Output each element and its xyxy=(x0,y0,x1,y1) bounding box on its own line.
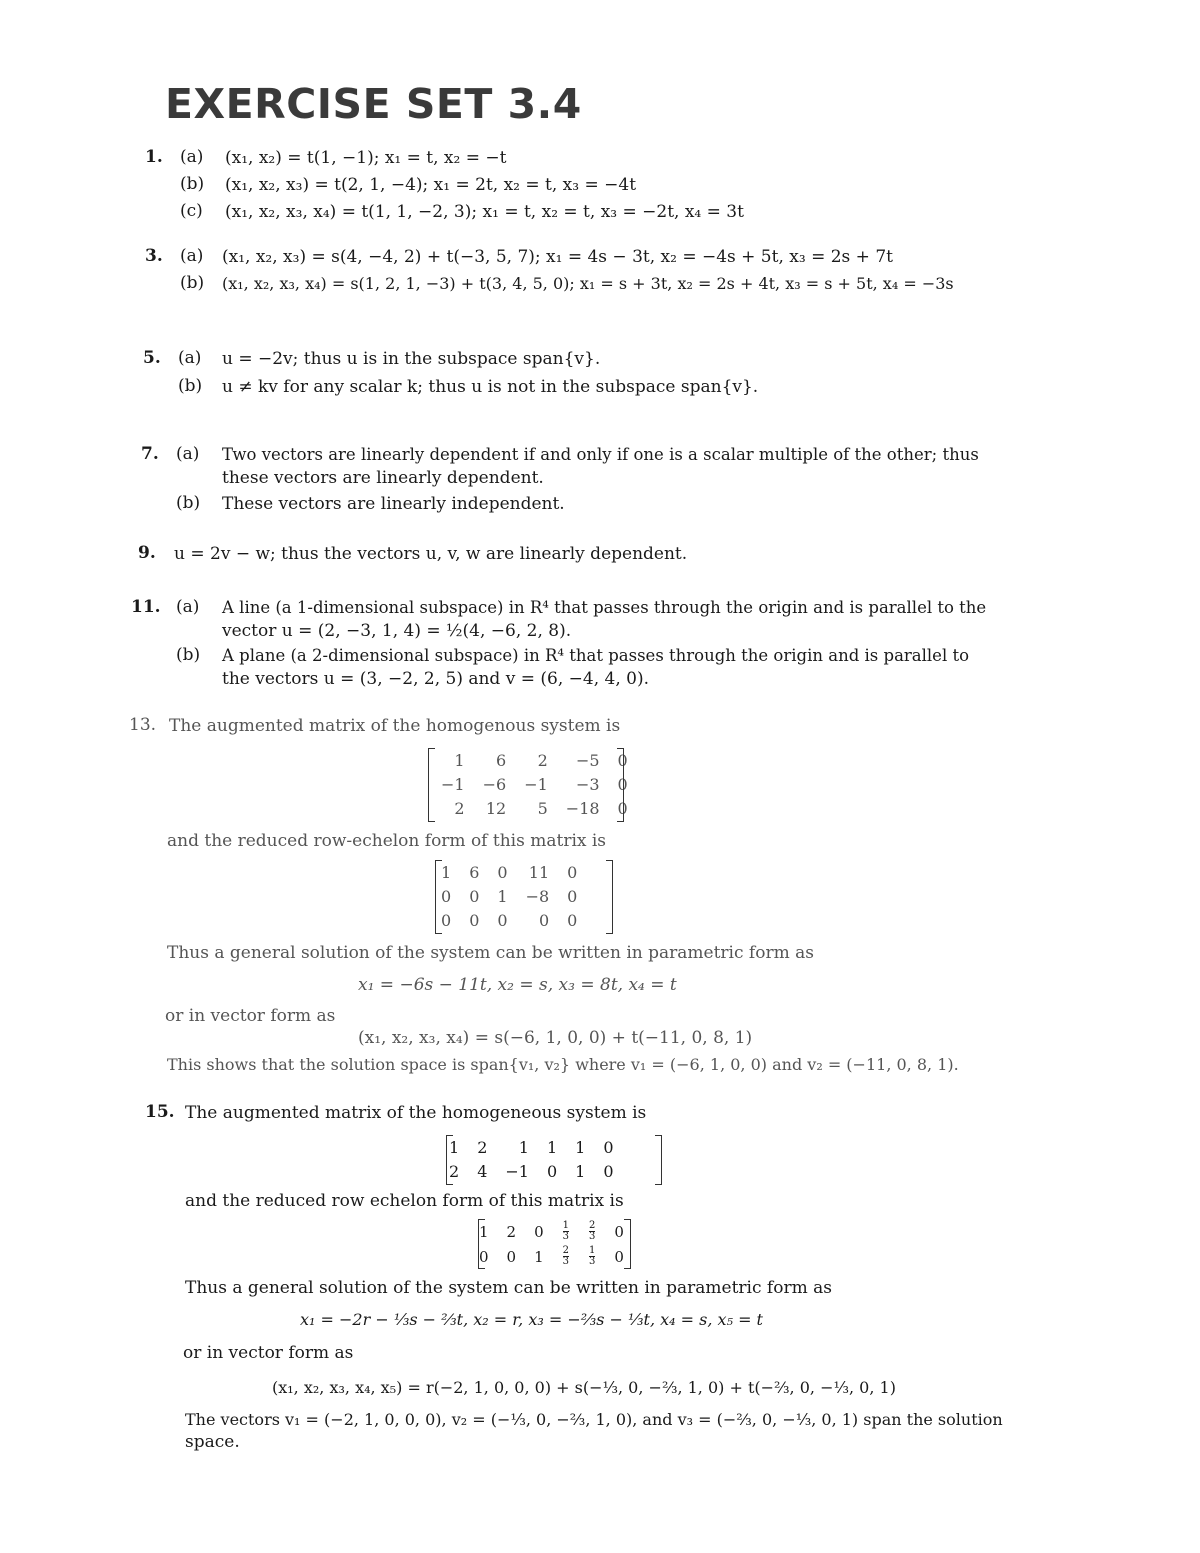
exercise-15-param: x₁ = −2r − ⅓s − ⅔t, x₂ = r, x₃ = −⅔s − ⅓t, x₄ = s, x₅ = t xyxy=(300,1310,763,1329)
matrix-cell: 0 xyxy=(546,1161,558,1181)
exercise-5a-text: u = −2v; thus u is in the subspace span{v}. xyxy=(222,349,601,369)
matrix-cell: 11 xyxy=(528,862,550,882)
exercise-7-number: 7. xyxy=(141,444,159,464)
matrix-cell: 2 xyxy=(477,1137,488,1157)
exercise-15-vector: (x₁, x₂, x₃, x₄, x₅) = r(−2, 1, 0, 0, 0) + s(−⅓, 0, −⅔, 1, 0) + t(−⅔, 0, −⅓, 0, 1) xyxy=(272,1378,896,1397)
matrix-cell: 2 xyxy=(537,750,548,770)
matrix-table xyxy=(470,1219,633,1269)
matrix-cell: 4 xyxy=(477,1161,488,1181)
matrix-table xyxy=(432,860,586,932)
exercise-5b-label: (b) xyxy=(178,376,203,396)
matrix-cell: 5 xyxy=(537,798,548,818)
matrix-cell: 2 xyxy=(449,1161,460,1181)
matrix-row xyxy=(432,884,586,908)
exercise-5b-text: u ≠ kv for any scalar k; thus u is not in the subspace span{v}. xyxy=(222,377,759,397)
matrix-cell: 0 xyxy=(614,1222,624,1241)
exercise-5a-label: (a) xyxy=(178,348,202,368)
exercise-15-conclusion-line2: space. xyxy=(185,1432,240,1452)
exercise-7b-text: These vectors are linearly independent. xyxy=(222,494,565,514)
exercise-13-vector-intro: or in vector form as xyxy=(165,1006,336,1026)
matrix-cell: 1 xyxy=(454,750,465,770)
exercise-13-number: 13. xyxy=(129,715,157,735)
matrix-row xyxy=(470,1244,633,1269)
matrix-cell: 1 xyxy=(479,1222,489,1241)
matrix-cell: 0 xyxy=(603,1161,614,1181)
matrix-cell: −3 xyxy=(575,774,600,794)
matrix-row xyxy=(432,772,637,796)
exercise-15-conclusion-line1: The vectors v₁ = (−2, 1, 0, 0, 0), v₂ = (−⅓, 0, −⅔, 1, 0), and v₃ = (−⅔, 0, −⅓, 0, 1) span the solution xyxy=(185,1410,1003,1429)
matrix-cell: 0 xyxy=(441,886,452,906)
matrix-cell: −6 xyxy=(482,774,507,794)
exercise-1b-label: (b) xyxy=(180,174,205,194)
exercise-1-number: 1. xyxy=(145,147,163,167)
exercise-5-number: 5. xyxy=(143,348,161,368)
exercise-11-number: 11. xyxy=(131,597,161,617)
matrix-cell: 12 xyxy=(485,798,507,818)
exercise-11b-label: (b) xyxy=(176,645,201,665)
matrix-cell: −1 xyxy=(441,774,465,794)
exercise-9-text: u = 2v − w; thus the vectors u, v, w are linearly dependent. xyxy=(174,544,688,564)
exercise-13-param-intro: Thus a general solution of the system can be written in parametric form as xyxy=(167,943,814,963)
matrix-cell: 0 xyxy=(534,1222,544,1241)
matrix-cell: 0 xyxy=(603,1137,614,1157)
matrix-cell: 2 xyxy=(454,798,465,818)
exercise-13-rref-intro: and the reduced row-echelon form of this matrix is xyxy=(167,831,607,851)
matrix-row xyxy=(440,1159,623,1183)
matrix-row xyxy=(470,1219,633,1244)
exercise-11a-line1: A line (a 1-dimensional subspace) in R⁴ that passes through the origin and is parallel to the xyxy=(222,598,987,617)
exercise-15-number: 15. xyxy=(145,1102,175,1122)
matrix-cell: 1 xyxy=(575,1137,586,1157)
exercise-11a-label: (a) xyxy=(176,597,200,617)
exercise-15-param-intro: Thus a general solution of the system can be written in parametric form as xyxy=(185,1278,832,1298)
matrix-row xyxy=(432,796,637,820)
matrix-cell: 0 xyxy=(441,910,452,930)
matrix-cell: 6 xyxy=(469,862,480,882)
matrix-cell: 0 xyxy=(617,798,628,818)
exercise-13-param: x₁ = −6s − 11t, x₂ = s, x₃ = 8t, x₄ = t xyxy=(358,975,677,995)
matrix-row xyxy=(432,860,586,884)
exercise-3b-text: (x₁, x₂, x₃, x₄) = s(1, 2, 1, −3) + t(3, 4, 5, 0); x₁ = s + 3t, x₂ = 2s + 4t, x₃ = s + 5t, x₄ = −3s xyxy=(222,274,954,293)
matrix-cell: 0 xyxy=(617,774,628,794)
matrix-cell: 1 xyxy=(534,1247,544,1266)
matrix-cell: 1 xyxy=(441,862,452,882)
exercise-15-intro: The augmented matrix of the homogeneous system is xyxy=(185,1103,647,1123)
matrix-cell: −1 xyxy=(524,774,548,794)
exercise-11b-line2: the vectors u = (3, −2, 2, 5) and v = (6, −4, 4, 0). xyxy=(222,669,649,689)
exercise-3b-label: (b) xyxy=(180,273,205,293)
matrix-cell: −1 xyxy=(505,1161,529,1181)
matrix-table xyxy=(432,748,637,820)
matrix-cell: 1 xyxy=(546,1137,558,1157)
matrix-cell: 0 xyxy=(469,886,480,906)
matrix-cell: 0 xyxy=(567,886,578,906)
exercise-13-intro: The augmented matrix of the homogenous system is xyxy=(169,716,621,736)
matrix-cell: 0 xyxy=(567,862,578,882)
matrix-row xyxy=(432,908,586,932)
matrix-cell: 0 xyxy=(538,910,550,930)
exercise-1c-text: (x₁, x₂, x₃, x₄) = t(1, 1, −2, 3); x₁ = t, x₂ = t, x₃ = −2t, x₄ = 3t xyxy=(225,202,744,222)
matrix-cell: 6 xyxy=(496,750,507,770)
matrix-cell: 2 xyxy=(506,1222,517,1241)
matrix-cell: 0 xyxy=(479,1247,489,1266)
matrix-cell: $\frac{2}{3}$ xyxy=(589,1220,596,1242)
exercise-11b-line1: A plane (a 2-dimensional subspace) in R⁴ that passes through the origin and is parallel to xyxy=(222,646,970,665)
matrix-cell: 0 xyxy=(614,1247,624,1266)
exercise-11a-line2: vector u = (2, −3, 1, 4) = ½(4, −6, 2, 8). xyxy=(222,621,572,641)
matrix-cell: 1 xyxy=(575,1161,586,1181)
matrix-cell: 0 xyxy=(617,750,628,770)
exercise-3-number: 3. xyxy=(145,246,163,266)
matrix-cell: 0 xyxy=(497,862,508,882)
exercise-1a-text: (x₁, x₂) = t(1, −1); x₁ = t, x₂ = −t xyxy=(225,148,507,168)
exercise-15-rref-intro: and the reduced row echelon form of this matrix is xyxy=(185,1191,624,1211)
exercise-3a-label: (a) xyxy=(180,246,204,266)
matrix-cell: 1 xyxy=(497,886,508,906)
matrix-cell: 0 xyxy=(469,910,480,930)
matrix-table xyxy=(440,1135,623,1183)
matrix-cell: $\frac{1}{3}$ xyxy=(562,1220,570,1242)
matrix-cell: −8 xyxy=(525,886,550,906)
exercise-7a-line2: these vectors are linearly dependent. xyxy=(222,468,544,488)
exercise-9-number: 9. xyxy=(138,543,156,563)
exercise-7a-label: (a) xyxy=(176,444,200,464)
matrix-cell: 1 xyxy=(518,1137,529,1157)
exercise-3a-text: (x₁, x₂, x₃) = s(4, −4, 2) + t(−3, 5, 7); x₁ = 4s − 3t, x₂ = −4s + 5t, x₃ = 2s + 7t xyxy=(222,247,893,267)
matrix-cell: $\frac{1}{3}$ xyxy=(589,1245,596,1267)
matrix-cell: 0 xyxy=(567,910,578,930)
exercise-7a-line1: Two vectors are linearly dependent if and only if one is a scalar multiple of the other; thus xyxy=(222,445,979,464)
matrix-row xyxy=(432,748,637,772)
matrix-cell: −18 xyxy=(565,798,600,818)
exercise-13-conclusion: This shows that the solution space is span{v₁, v₂} where v₁ = (−6, 1, 0, 0) and v₂ = (−11, 0, 8, 1). xyxy=(167,1055,959,1074)
matrix-cell: 1 xyxy=(449,1137,460,1157)
matrix-cell: 0 xyxy=(506,1247,517,1266)
exercise-1a-label: (a) xyxy=(180,147,204,167)
page-title: EXERCISE SET 3.4 xyxy=(165,80,582,128)
matrix-cell: −5 xyxy=(575,750,600,770)
matrix-cell: 0 xyxy=(497,910,508,930)
matrix-row xyxy=(440,1135,623,1159)
exercise-13-vector: (x₁, x₂, x₃, x₄) = s(−6, 1, 0, 0) + t(−11, 0, 8, 1) xyxy=(358,1028,753,1048)
exercise-1c-label: (c) xyxy=(180,201,203,221)
exercise-15-vector-intro: or in vector form as xyxy=(183,1343,354,1363)
matrix-cell: $\frac{2}{3}$ xyxy=(562,1245,570,1267)
exercise-1b-text: (x₁, x₂, x₃) = t(2, 1, −4); x₁ = 2t, x₂ = t, x₃ = −4t xyxy=(225,175,637,195)
exercise-7b-label: (b) xyxy=(176,493,201,513)
